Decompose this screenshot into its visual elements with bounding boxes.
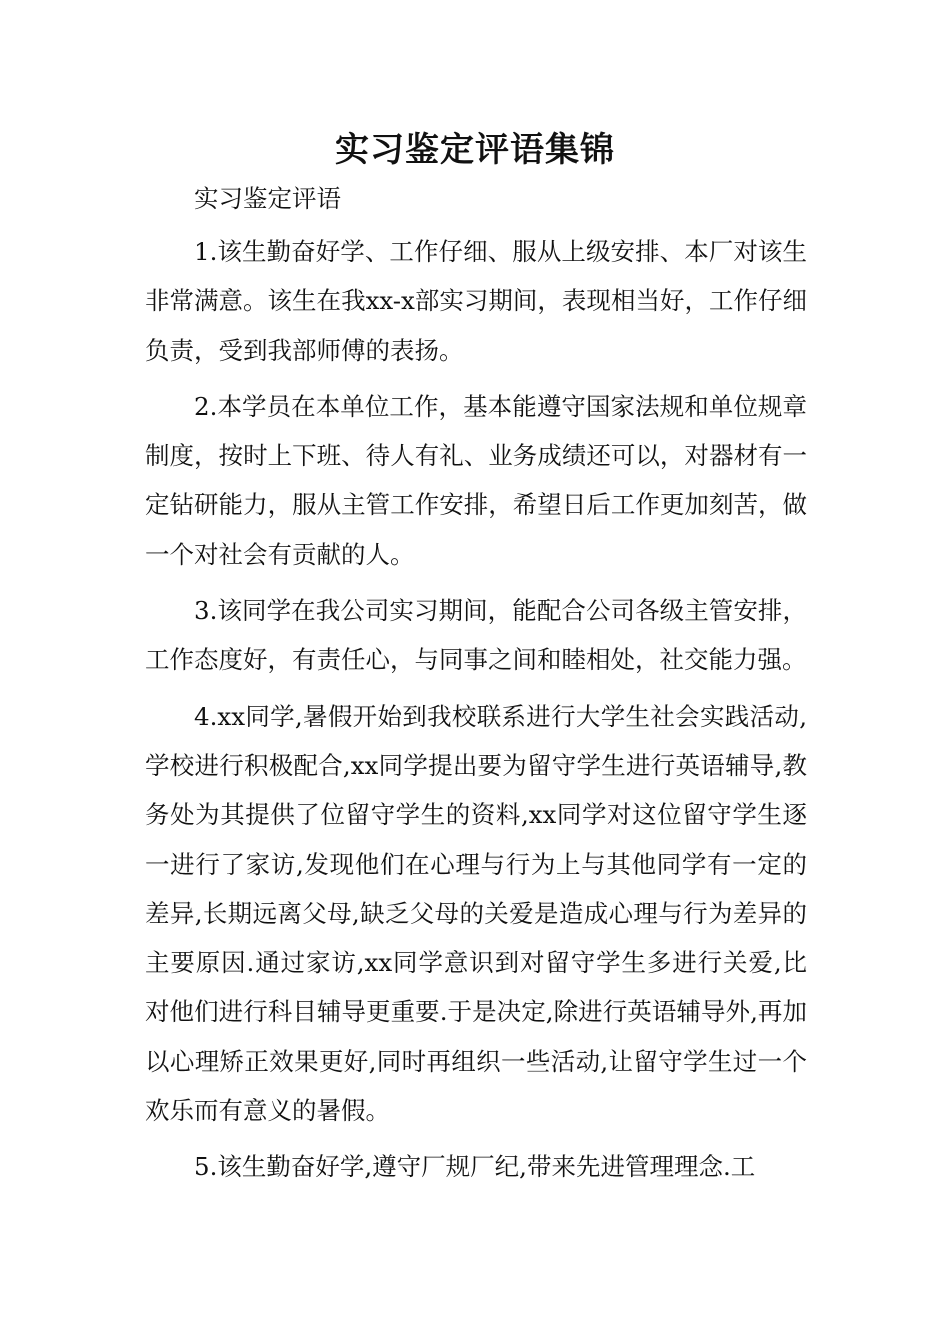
paragraph-5: 5.该生勤奋好学,遵守厂规厂纪,带来先进管理理念.工 xyxy=(194,1152,756,1182)
document-title: 实习鉴定评语集锦 xyxy=(335,130,615,170)
document-body xyxy=(145,175,807,1192)
paragraph-1: 1.该生勤奋好学、工作仔细、服从上级安排、本厂对该生非常满意。该生在我xx-x部实习期间，表现相当好，工作仔细负责，受到我部师傅的表扬。 xyxy=(145,237,807,365)
section-subtitle: 实习鉴定评语 xyxy=(194,184,341,213)
paragraph-3: 3.该同学在我公司实习期间，能配合公司各级主管安排，工作态度好，有责任心，与同事之间和睦相处，社交能力强。 xyxy=(145,596,807,675)
paragraph-2: 2.本学员在本单位工作，基本能遵守国家法规和单位规章制度，按时上下班、待人有礼、业务成绩还可以，对器材有一定钻研能力，服从主管工作安排，希望日后工作更加刻苦，做一个对社会有贡献的人。 xyxy=(145,391,807,569)
paragraph-4: 4.xx同学,暑假开始到我校联系进行大学生社会实践活动,学校进行积极配合,xx同学提出要为留守学生进行英语辅导,教务处为其提供了位留守学生的资料,xx同学对这位留守学生逐一进行了家访,发现他们在心理与行为上与其他同学有一定的差异,长期远离父母,缺乏父母的关爱是造成心理与行为差异的主要原因.通过家访,xx同学意识到对留守学生多进行关爱,比对他们进行科目辅导更重要.于是决定,除进行英语辅导外,再加以心理矫正效果更好,同时再组织一些活动,让留守学生过一个欢乐而有意义的暑假。 xyxy=(145,701,807,1126)
